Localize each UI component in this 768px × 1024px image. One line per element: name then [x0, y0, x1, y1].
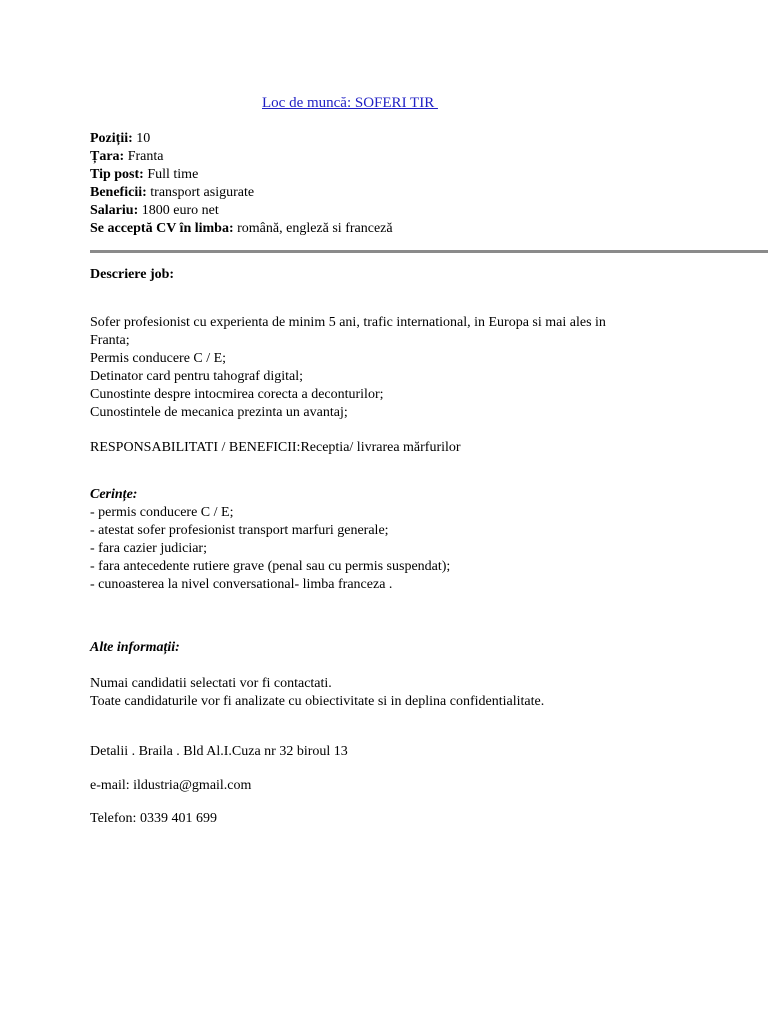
- description-line: Franta;: [90, 333, 130, 348]
- field-value: Full time: [147, 167, 199, 182]
- field-label: Salariu:: [90, 203, 139, 218]
- job-title-link[interactable]: Loc de muncă: SOFERI TIR: [262, 95, 438, 111]
- field-cv-languages: [90, 220, 393, 238]
- other-info-heading: Alte informații:: [90, 640, 180, 655]
- description-heading: Descriere job:: [90, 267, 175, 282]
- description-line: Detinator card pentru tahograf digital;: [90, 369, 304, 384]
- field-value: Franta: [127, 149, 164, 164]
- other-info-line: Toate candidaturile vor fi analizate cu obiectivitate si in deplina confidentialitate.: [90, 694, 545, 709]
- field-value: română, engleză si franceză: [237, 221, 393, 236]
- field-label: Poziții:: [90, 131, 133, 146]
- field-label: Se acceptă CV în limba:: [90, 221, 234, 236]
- contact-email: e-mail: ildustria@gmail.com: [90, 778, 252, 793]
- requirements-heading: Cerințe:: [90, 487, 138, 502]
- requirement-item: - cunoasterea la nivel conversational- limba franceza .: [90, 577, 393, 592]
- field-label: Beneficii:: [90, 185, 147, 200]
- field-label: Țara:: [90, 149, 125, 164]
- field-value: 10: [136, 131, 151, 146]
- section-divider: [90, 250, 768, 253]
- requirement-item: - atestat sofer profesionist transport marfuri generale;: [90, 523, 389, 538]
- field-country: [90, 148, 163, 166]
- contact-details: Detalii . Braila . Bld Al.I.Cuza nr 32 biroul 13: [90, 744, 348, 759]
- field-value: transport asigurate: [150, 185, 255, 200]
- field-label: Tip post:: [90, 167, 144, 182]
- field-post-type: [90, 166, 198, 184]
- requirement-item: - permis conducere C / E;: [90, 505, 234, 520]
- requirement-item: - fara cazier judiciar;: [90, 541, 207, 556]
- description-line: Sofer profesionist cu experienta de minim 5 ani, trafic international, in Europa si mai ales in: [90, 315, 606, 330]
- field-value: 1800 euro net: [141, 203, 219, 218]
- other-info-line: Numai candidatii selectati vor fi contactati.: [90, 676, 332, 691]
- field-positions: [90, 130, 150, 148]
- field-salary: [90, 202, 219, 220]
- description-line: Cunostinte despre intocmirea corecta a deconturilor;: [90, 387, 384, 402]
- requirement-item: - fara antecedente rutiere grave (penal sau cu permis suspendat);: [90, 559, 451, 574]
- responsibilities-line: RESPONSABILITATI / BENEFICII:Receptia/ livrarea mărfurilor: [90, 440, 461, 455]
- description-line: Permis conducere C / E;: [90, 351, 227, 366]
- contact-phone: Telefon: 0339 401 699: [90, 811, 217, 826]
- field-benefits: [90, 184, 254, 202]
- description-line: Cunostintele de mecanica prezinta un avantaj;: [90, 405, 348, 420]
